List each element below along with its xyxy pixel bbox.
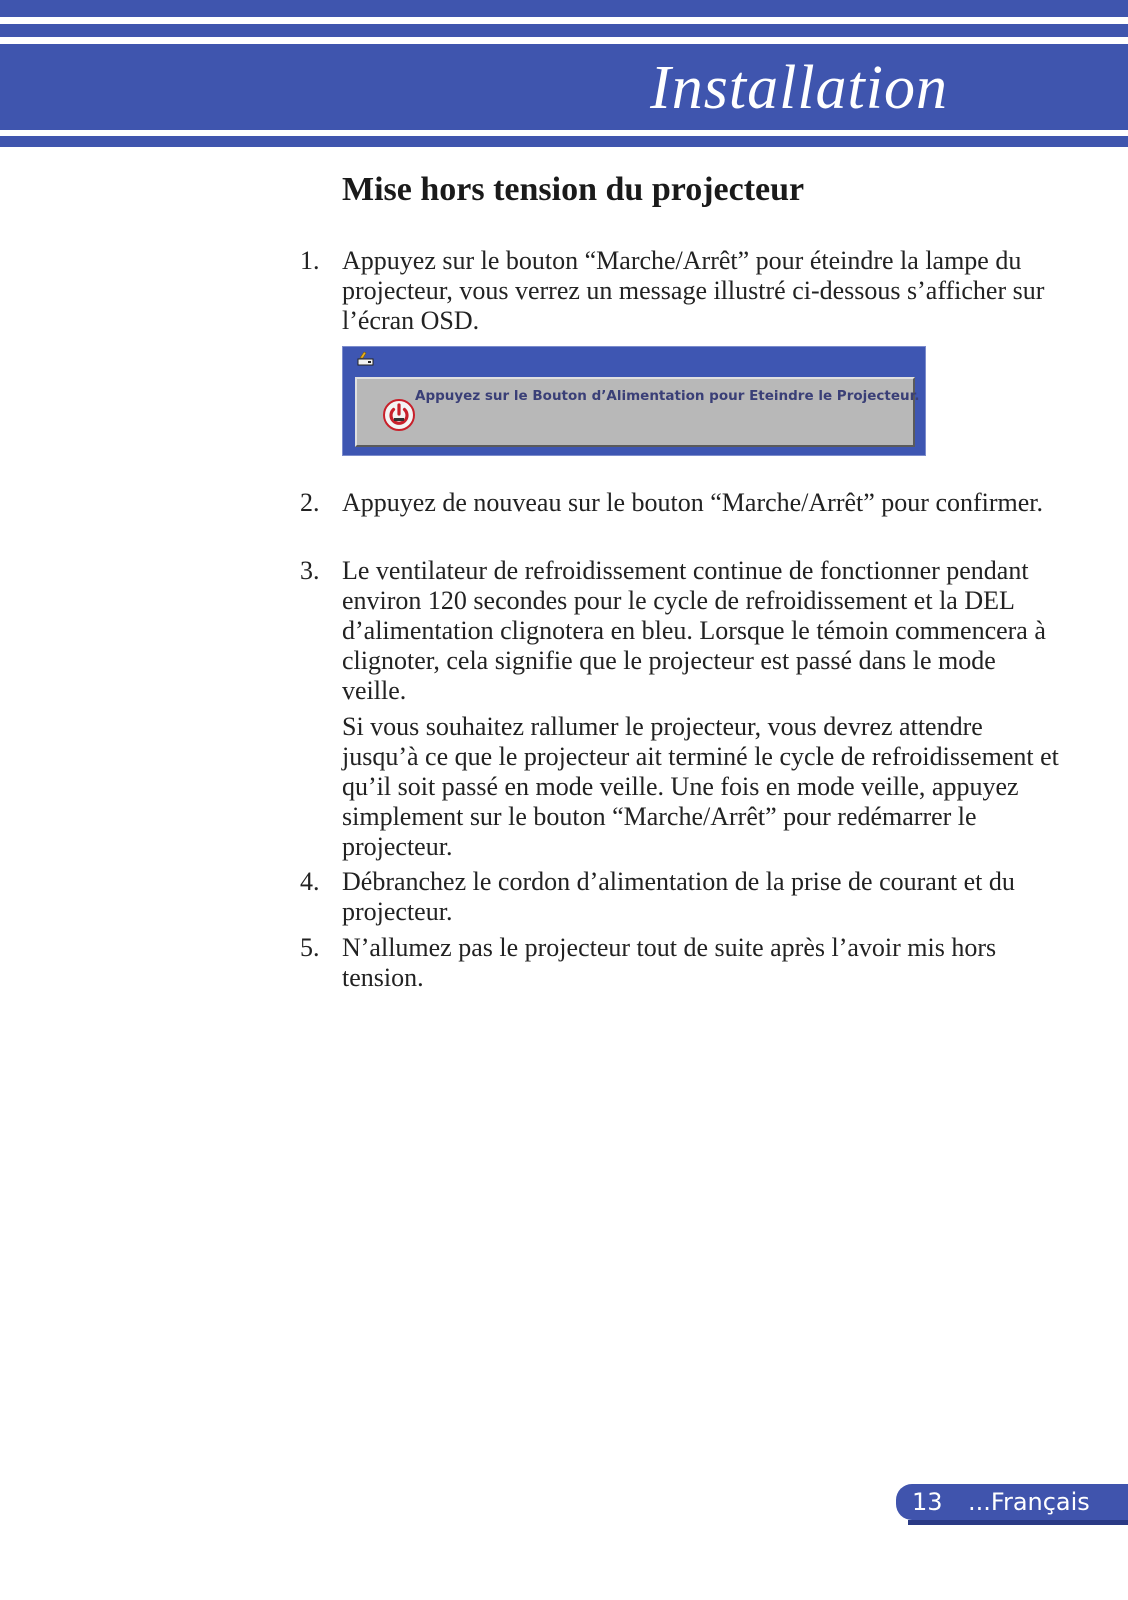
footer-tab-shadow <box>908 1520 1128 1525</box>
projector-menu-icon <box>357 351 375 367</box>
step-text <box>342 246 1062 336</box>
page-header <box>0 0 1128 150</box>
section-title: Mise hors tension du projecteur <box>342 171 805 208</box>
step-paragraph: N’allumez pas le projecteur tout de suite après l’avoir mis hors tension. <box>342 933 997 992</box>
step-text <box>342 933 1062 993</box>
header-stripe-upper <box>0 24 1128 37</box>
step-text <box>342 488 1062 518</box>
step-number: 3. <box>300 556 320 585</box>
step-number: 4. <box>300 867 320 896</box>
header-band <box>0 44 1128 130</box>
step-number: 2. <box>300 488 320 517</box>
step-paragraph: Si vous souhaitez rallumer le projecteur, vous devrez attendre jusqu’à ce que le projecteur ait terminé le cycle de refroidissement et qu’il soit passé en mode veille. Une fois en mode veille, appuyez simplement sur le bouton “Marche/Arrêt” pour redémarrer le projecteur. <box>342 712 1059 861</box>
page-footer-tab <box>896 1484 1128 1520</box>
page-number: 13 <box>912 1488 943 1516</box>
header-stripe-top <box>0 0 1128 17</box>
osd-dialog <box>342 346 926 456</box>
step-paragraph: Appuyez sur le bouton “Marche/Arrêt” pour éteindre la lampe du projecteur, vous verrez un message illustré ci-dessous s’afficher sur l’écran OSD. <box>342 246 1045 335</box>
power-icon <box>383 399 415 431</box>
chapter-title: Installation <box>650 54 948 122</box>
step-number: 5. <box>300 933 320 962</box>
step-text <box>342 867 1062 927</box>
osd-message: Appuyez sur le Bouton d’Alimentation pour Eteindre le Projecteur. <box>415 388 920 404</box>
page-language: ...Français <box>968 1488 1090 1516</box>
step-text <box>342 556 1062 862</box>
step-paragraph: Le ventilateur de refroidissement continue de fonctionner pendant environ 120 secondes pour le cycle de refroidissement et la DEL d’alimentation clignotera en bleu. Lorsque le témoin commencera à clignoter, cela signifie que le projecteur est passé dans le mode veille. <box>342 556 1046 705</box>
header-stripe-bottom <box>0 136 1128 147</box>
step-paragraph: Appuyez de nouveau sur le bouton “Marche/Arrêt” pour confirmer. <box>342 488 1044 517</box>
step-paragraph: Débranchez le cordon d’alimentation de la prise de courant et du projecteur. <box>342 867 1015 926</box>
step-number: 1. <box>300 246 320 275</box>
